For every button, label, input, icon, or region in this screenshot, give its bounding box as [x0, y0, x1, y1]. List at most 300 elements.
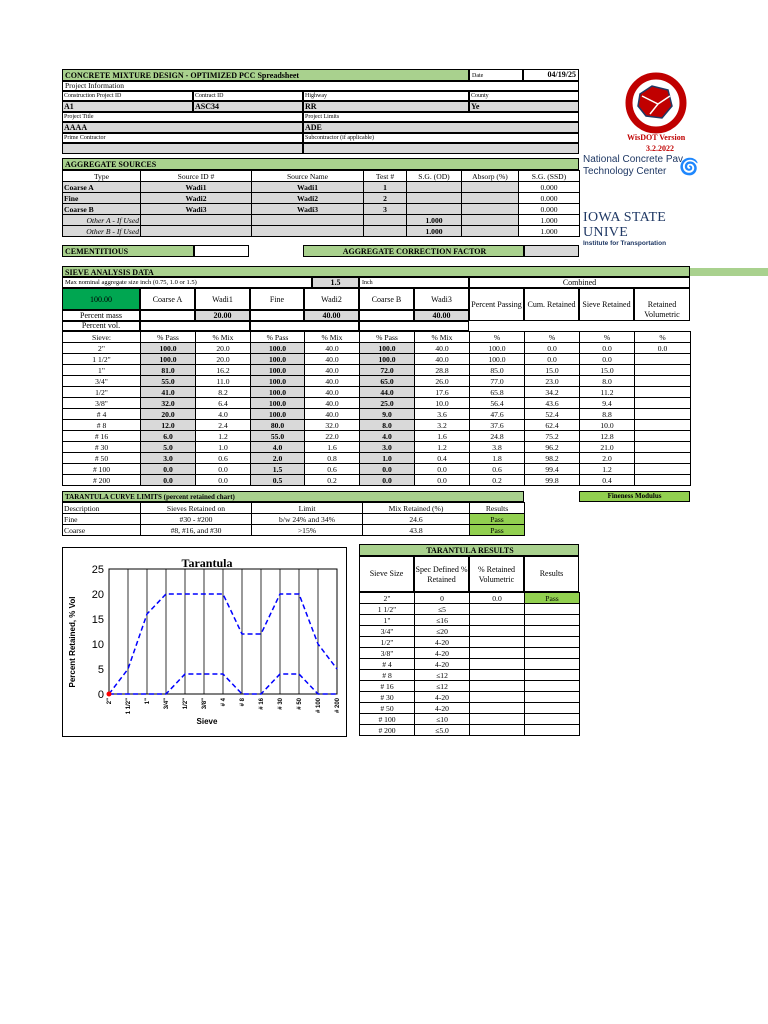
sieve-value[interactable]: 0.0 [360, 475, 415, 486]
sieve-row [63, 442, 691, 453]
unit-cell: % Pass [251, 332, 305, 343]
sieve-value: 1.8 [470, 453, 525, 464]
source-name-field[interactable]: Wadi1 [252, 182, 364, 193]
sieve-value [635, 387, 691, 398]
sieve-value[interactable]: 100.0 [251, 376, 305, 387]
result-row [360, 604, 580, 615]
result-cell: 0 [415, 593, 470, 604]
sieve-value: 0.6 [305, 464, 360, 475]
result-cell: 1 1/2" [360, 604, 415, 615]
result-cell: 1/2" [360, 637, 415, 648]
sieve-value[interactable]: 1.5 [251, 464, 305, 475]
contract-label: Contract ID [193, 91, 303, 101]
x-tick-label: 2" [107, 698, 113, 705]
sieve-value[interactable]: 20.0 [141, 409, 196, 420]
sieve-value[interactable]: 100.0 [141, 343, 196, 354]
result-row [360, 714, 580, 725]
head-wadi3: Wadi3 [414, 288, 469, 310]
result-cell: # 16 [360, 681, 415, 692]
aggregate-row [63, 215, 580, 226]
highway-field[interactable]: RR [303, 101, 469, 112]
ncptc-logo [583, 154, 699, 186]
combined-header: Combined [469, 277, 690, 288]
source-id-field[interactable]: Wadi2 [141, 193, 252, 204]
unit-cell: % Pass [141, 332, 196, 343]
sieve-value[interactable]: 100.0 [251, 354, 305, 365]
sieve-size: # 50 [63, 453, 141, 464]
sieve-value: 0.0 [415, 464, 470, 475]
col-sg-od: S.G. (OD) [407, 171, 462, 182]
sieve-value: 4.0 [196, 409, 251, 420]
max-size-field[interactable]: 1.5 [312, 277, 359, 288]
res-head-vol: % Retained Volumetric [469, 556, 524, 592]
x-tick-label: 1" [145, 698, 151, 705]
aggregate-type: Coarse A [63, 182, 141, 193]
result-row [360, 648, 580, 659]
sieve-value: 62.4 [525, 420, 580, 431]
result-cell: ≤5 [415, 604, 470, 615]
tarantula-results-table [359, 592, 580, 736]
sieve-title-extension [690, 268, 768, 276]
aggregate-row [63, 182, 580, 193]
sieve-value: 17.6 [415, 387, 470, 398]
result-row [360, 637, 580, 648]
sieve-value: 0.6 [470, 464, 525, 475]
sieve-value: 1.2 [580, 464, 635, 475]
sieve-value[interactable]: 9.0 [360, 409, 415, 420]
source-name-field[interactable] [252, 215, 364, 226]
result-status [525, 670, 580, 681]
sieve-value: 16.2 [196, 365, 251, 376]
result-cell: # 50 [360, 703, 415, 714]
aggregate-sources-body [62, 181, 580, 237]
test-number-field[interactable] [364, 226, 407, 237]
version-number: 3.2.2022 [646, 144, 674, 153]
limits-header: Mix Retained (%) [363, 503, 470, 514]
sieve-value[interactable]: 25.0 [360, 398, 415, 409]
result-status [525, 604, 580, 615]
result-status [525, 637, 580, 648]
sieve-value: 8.2 [196, 387, 251, 398]
result-cell: ≤12 [415, 670, 470, 681]
result-cell: 3/4" [360, 626, 415, 637]
sieve-value [635, 398, 691, 409]
sieve-value: 0.4 [580, 475, 635, 486]
unit-cell: % [635, 332, 691, 343]
sieve-value: 11.2 [580, 387, 635, 398]
sieve-value: 3.6 [415, 409, 470, 420]
sieve-value[interactable]: 100.0 [251, 398, 305, 409]
result-cell: 4-20 [415, 637, 470, 648]
date-value[interactable]: 04/19/25 [523, 69, 579, 81]
limits-cell: Fine [63, 514, 141, 525]
sieve-value[interactable]: 8.0 [360, 420, 415, 431]
sieve-value[interactable]: 81.0 [141, 365, 196, 376]
unit-cell: % Mix [305, 332, 360, 343]
isu-line1: IOWA STATE UNIVE [583, 210, 667, 240]
sieve-value[interactable]: 0.5 [251, 475, 305, 486]
sieve-value: 22.0 [305, 431, 360, 442]
county-label: County [469, 91, 579, 101]
aggregate-sources-title: AGGREGATE SOURCES [62, 158, 579, 170]
sieve-value[interactable]: 41.0 [141, 387, 196, 398]
result-row [360, 681, 580, 692]
tarantula-results-title: TARANTULA RESULTS [359, 544, 579, 556]
limits-cell: b/w 24% and 34% [252, 514, 363, 525]
result-status [525, 615, 580, 626]
result-cell [470, 670, 525, 681]
sieve-value[interactable]: 100.0 [251, 343, 305, 354]
sieve-size: 3/4" [63, 376, 141, 387]
percent-vol-label: Percent vol. [62, 321, 140, 331]
sieve-value [635, 365, 691, 376]
data-point [107, 692, 112, 697]
project-info-label: Project Information [62, 81, 579, 91]
sieve-value: 40.0 [305, 343, 360, 354]
source-id-field[interactable]: Wadi1 [141, 182, 252, 193]
sieve-value[interactable]: 32.0 [141, 398, 196, 409]
sieve-value: 10.0 [415, 398, 470, 409]
sieve-value[interactable]: 0.0 [360, 464, 415, 475]
date-label: Date [469, 69, 523, 81]
absorption-field[interactable] [462, 204, 519, 215]
sieve-value: 56.4 [470, 398, 525, 409]
limits-cell: #30 - #200 [141, 514, 252, 525]
sieve-value: 100.0 [470, 343, 525, 354]
source-id-field[interactable] [141, 226, 252, 237]
absorption-field[interactable] [462, 215, 519, 226]
sieve-value: 2.0 [580, 453, 635, 464]
sieve-value [635, 431, 691, 442]
cp-id-field[interactable]: A1 [62, 101, 193, 112]
x-tick-label: 3/8" [202, 698, 208, 710]
x-tick-label: # 200 [335, 698, 341, 714]
correction-factor-title: AGGREGATE CORRECTION FACTOR [303, 245, 524, 257]
sieve-value: 0.0 [415, 475, 470, 486]
result-status [525, 703, 580, 714]
col-source-id: Source ID # [141, 171, 252, 182]
sieve-value: 1.6 [415, 431, 470, 442]
mass-coarse-a-blank [140, 310, 195, 321]
county-field[interactable]: Ye [469, 101, 579, 112]
sg-od-field[interactable] [407, 204, 462, 215]
sieve-size: 1 1/2" [63, 354, 141, 365]
project-title-field[interactable]: AAAA [62, 122, 303, 133]
sieve-value: 0.2 [305, 475, 360, 486]
limits-header: Sieves Retained on [141, 503, 252, 514]
unit-cell: Sieve: [63, 332, 141, 343]
pass-badge: Pass [470, 525, 525, 536]
unit-cell: % [470, 332, 525, 343]
sg-od-field[interactable]: 1.000 [407, 215, 462, 226]
result-row [360, 593, 580, 604]
sieve-value[interactable]: 100.0 [360, 343, 415, 354]
sieve-value[interactable]: 6.0 [141, 431, 196, 442]
result-cell [470, 681, 525, 692]
head-retained-volumetric: Retained Volumetric [634, 288, 690, 321]
sieve-size: # 200 [63, 475, 141, 486]
sieve-value: 65.8 [470, 387, 525, 398]
result-cell [470, 637, 525, 648]
absorption-field[interactable] [462, 193, 519, 204]
test-number-field[interactable]: 1 [364, 182, 407, 193]
sg-ssd-value: 0.000 [519, 193, 580, 204]
limits-row [63, 514, 525, 525]
sieve-value: 20.0 [196, 354, 251, 365]
sieve-value: 40.0 [305, 354, 360, 365]
sieve-value: 99.4 [525, 464, 580, 475]
result-cell: # 30 [360, 692, 415, 703]
pass-badge: Pass [470, 514, 525, 525]
source-id-field[interactable]: Wadi3 [141, 204, 252, 215]
sieve-value: 20.0 [196, 343, 251, 354]
sieve-value[interactable]: 12.0 [141, 420, 196, 431]
source-name-field[interactable]: Wadi2 [252, 193, 364, 204]
result-cell: 4-20 [415, 703, 470, 714]
limits-cell: >15% [252, 525, 363, 536]
mass-coarse-b-blank [359, 310, 414, 321]
result-cell: ≤12 [415, 681, 470, 692]
result-row [360, 659, 580, 670]
result-status [525, 725, 580, 736]
sieve-value: 26.0 [415, 376, 470, 387]
y-tick-label: 5 [97, 664, 104, 676]
result-status [525, 648, 580, 659]
sieve-value: 32.0 [305, 420, 360, 431]
test-number-field[interactable]: 2 [364, 193, 407, 204]
result-row [360, 670, 580, 681]
sg-od-field[interactable]: 1.000 [407, 226, 462, 237]
sieve-value[interactable]: 2.0 [251, 453, 305, 464]
result-cell [470, 648, 525, 659]
sieve-size: # 30 [63, 442, 141, 453]
sieve-value[interactable]: 4.0 [360, 431, 415, 442]
result-cell: # 200 [360, 725, 415, 736]
sieve-size: # 100 [63, 464, 141, 475]
unit-cell: % Mix [415, 332, 470, 343]
y-tick-label: 0 [97, 689, 104, 701]
sieve-value[interactable]: 0.0 [141, 464, 196, 475]
sieve-value: 0.0 [196, 464, 251, 475]
sieve-value[interactable]: 100.0 [251, 365, 305, 376]
project-limits-field[interactable]: ADE [303, 122, 579, 133]
x-tick-label: # 8 [240, 698, 246, 707]
sg-od-field[interactable] [407, 182, 462, 193]
result-cell [470, 714, 525, 725]
sieve-value[interactable]: 55.0 [141, 376, 196, 387]
result-row [360, 725, 580, 736]
sieve-units-row [63, 332, 691, 343]
ncptc-line2: Technology Center [583, 166, 667, 177]
isu-line2: Institute for Transportation [583, 240, 667, 247]
y-axis-label: Percent Retained, % Vol [68, 596, 77, 688]
sieve-value[interactable]: 0.0 [141, 475, 196, 486]
sieve-size: 1/2" [63, 387, 141, 398]
sieve-value [635, 475, 691, 486]
sieve-size: 2" [63, 343, 141, 354]
result-status [525, 681, 580, 692]
limits-header: Results [470, 503, 525, 514]
mass-coarse-a[interactable]: 20.00 [195, 310, 250, 321]
sieve-value: 85.0 [470, 365, 525, 376]
result-cell [470, 615, 525, 626]
correction-factor-field[interactable] [524, 245, 579, 257]
sieve-value: 3.2 [415, 420, 470, 431]
sieve-value[interactable]: 100.0 [360, 354, 415, 365]
sieve-size: # 16 [63, 431, 141, 442]
sieve-value: 0.0 [196, 475, 251, 486]
subcontractor-label: Subcontractor (if applicable) [303, 133, 579, 143]
sieve-row [63, 420, 691, 431]
sieve-value: 1.2 [415, 442, 470, 453]
sieve-row [63, 453, 691, 464]
x-tick-label: # 50 [297, 698, 303, 710]
sieve-value: 0.6 [196, 453, 251, 464]
source-name-field[interactable]: Wadi3 [252, 204, 364, 215]
sieve-value: 40.0 [415, 354, 470, 365]
col-sg-ssd: S.G. (SSD) [519, 171, 580, 182]
aggregate-row [63, 204, 580, 215]
y-tick-label: 10 [91, 639, 104, 651]
result-status [525, 659, 580, 670]
sieve-value [635, 354, 691, 365]
result-cell [470, 604, 525, 615]
sieve-value: 10.0 [580, 420, 635, 431]
mass-coarse-b[interactable]: 40.00 [414, 310, 469, 321]
head-coarse-a: Coarse A [140, 288, 195, 310]
res-head-results: Results [524, 556, 579, 592]
sieve-value[interactable]: 5.0 [141, 442, 196, 453]
sieve-value[interactable]: 65.0 [360, 376, 415, 387]
sieve-value[interactable]: 3.0 [360, 442, 415, 453]
sieve-row [63, 354, 691, 365]
absorption-field[interactable] [462, 226, 519, 237]
sg-ssd-value: 1.000 [519, 226, 580, 237]
sieve-value[interactable]: 100.0 [251, 387, 305, 398]
x-tick-label: # 4 [221, 698, 227, 707]
subcontractor-field[interactable] [303, 143, 579, 154]
test-number-field[interactable]: 3 [364, 204, 407, 215]
sieve-value: 100.0 [470, 354, 525, 365]
result-cell: ≤5.0 [415, 725, 470, 736]
sieve-value: 40.0 [305, 398, 360, 409]
ncptc-swirl-icon: 🌀 [679, 159, 699, 176]
y-tick-label: 20 [91, 589, 104, 601]
contract-field[interactable]: ASC34 [193, 101, 303, 112]
sieve-value: 96.2 [525, 442, 580, 453]
sieve-row [63, 431, 691, 442]
mass-fine[interactable]: 40.00 [304, 310, 359, 321]
x-tick-label: # 16 [259, 698, 265, 710]
sieve-value[interactable]: 100.0 [141, 354, 196, 365]
result-row [360, 692, 580, 703]
col-test: Test # [364, 171, 407, 182]
y-tick-label: 15 [91, 614, 104, 626]
result-cell: 4-20 [415, 648, 470, 659]
unit-cell: % [525, 332, 580, 343]
sieve-value: 2.4 [196, 420, 251, 431]
sg-od-field[interactable] [407, 193, 462, 204]
absorption-field[interactable] [462, 182, 519, 193]
sieve-value: 52.4 [525, 409, 580, 420]
sieve-row [63, 409, 691, 420]
x-tick-label: # 30 [278, 698, 284, 710]
y-tick-label: 25 [91, 564, 104, 576]
sieve-value: 0.0 [580, 354, 635, 365]
sieve-value: 0.4 [415, 453, 470, 464]
vol-blank-1 [140, 321, 250, 331]
sieve-value[interactable]: 3.0 [141, 453, 196, 464]
result-row [360, 703, 580, 714]
col-absorp: Absorp (%) [462, 171, 519, 182]
sieve-value: 0.2 [470, 475, 525, 486]
head-fine: Fine [250, 288, 304, 310]
vol-blank-2 [250, 321, 359, 331]
result-cell: ≤20 [415, 626, 470, 637]
prime-contractor-field[interactable] [62, 143, 303, 154]
source-id-field[interactable] [141, 215, 252, 226]
max-size-unit: Inch [359, 277, 469, 288]
sieve-value[interactable]: 55.0 [251, 431, 305, 442]
vol-blank-3 [359, 321, 469, 331]
sieve-value[interactable]: 44.0 [360, 387, 415, 398]
sieve-row [63, 475, 691, 486]
sieve-value: 23.0 [525, 376, 580, 387]
sieve-value[interactable]: 72.0 [360, 365, 415, 376]
cementitious-field[interactable] [194, 245, 249, 257]
prime-contractor-label: Prime Contractor [62, 133, 303, 143]
sieve-value[interactable]: 4.0 [251, 442, 305, 453]
sieve-value: 1.2 [196, 431, 251, 442]
head-cum-retained: Cum. Retained [524, 288, 579, 321]
sieve-value: 40.0 [305, 387, 360, 398]
result-cell: 3/8" [360, 648, 415, 659]
sieve-value: 40.0 [305, 365, 360, 376]
sieve-value: 8.0 [580, 376, 635, 387]
source-name-field[interactable] [252, 226, 364, 237]
aggregate-type: Other B - If Used [63, 226, 141, 237]
result-row [360, 615, 580, 626]
sieve-value: 9.4 [580, 398, 635, 409]
x-tick-label: 3/4" [164, 698, 170, 710]
sieve-value: 40.0 [415, 343, 470, 354]
sieve-value[interactable]: 80.0 [251, 420, 305, 431]
tarantula-limits-title: TARANTULA CURVE LIMITS (percent retained chart) [62, 491, 524, 502]
head-sieve-retained: Sieve Retained [579, 288, 634, 321]
total-mass-cell: 100.00 [62, 288, 140, 310]
sieve-value: 28.8 [415, 365, 470, 376]
result-cell [470, 692, 525, 703]
wisdot-version-label: WisDOT Version [627, 133, 686, 142]
sieve-value: 0.0 [525, 343, 580, 354]
sieve-value: 8.8 [580, 409, 635, 420]
unit-cell: % Pass [360, 332, 415, 343]
isu-logo [583, 210, 693, 247]
sieve-row [63, 365, 691, 376]
sheet-title: CONCRETE MIXTURE DESIGN - OPTIMIZED PCC Spreadsheet [62, 69, 469, 81]
sieve-value: 1.0 [196, 442, 251, 453]
sieve-value [635, 442, 691, 453]
result-cell: # 100 [360, 714, 415, 725]
sieve-value[interactable]: 1.0 [360, 453, 415, 464]
project-title-label: Project Title [62, 112, 303, 122]
cp-id-label: Construction Project ID [62, 91, 193, 101]
sieve-value [635, 409, 691, 420]
sieve-row [63, 398, 691, 409]
test-number-field[interactable] [364, 215, 407, 226]
sieve-value[interactable]: 100.0 [251, 409, 305, 420]
max-size-label: Max nominal aggregate size inch (0.75, 1.0 or 1.5) [62, 277, 312, 288]
